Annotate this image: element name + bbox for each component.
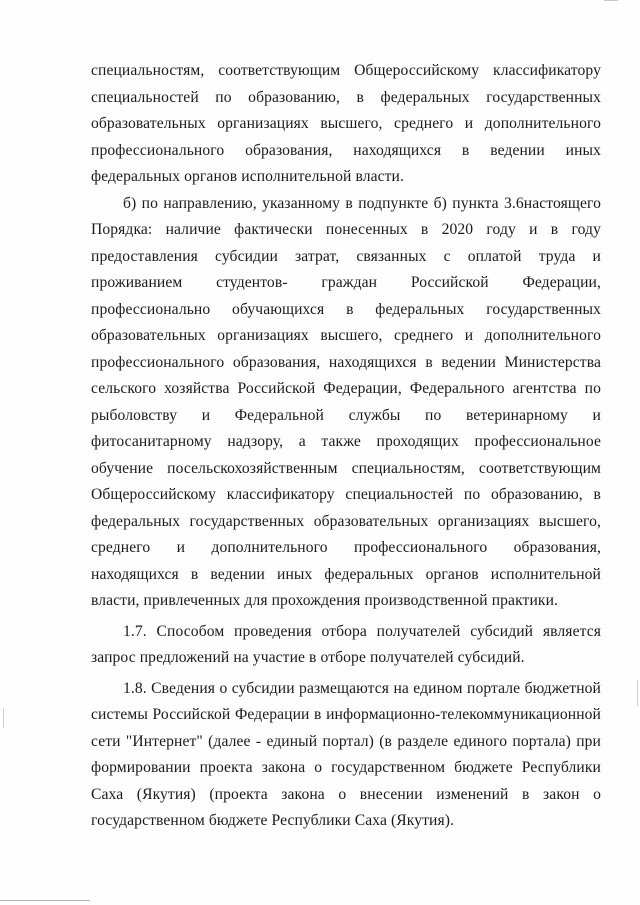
scan-artifact-top (604, 0, 618, 1)
paragraph-specialties-continuation: специальностям, соответствующим Общероссийскому классификатору специальностей по образованию, в федеральных государственных образовательных организациях высшего, среднего и дополнительного профессионального образования, находящихся в ведении иных федеральных органов исполнительной власти. (91, 62, 601, 185)
scan-artifact-left (3, 708, 4, 728)
paragraph-1-8-subsidy-info: 1.8. Сведения о субсидии размещаются на едином портале бюджетной системы Российской Федерации в информационно-телекоммуникационной сети "Интернет" (далее - единый портал) (в разделе единого портала) при формировании проекта закона о государственном бюджете Республики Саха (Якутия) (проекта закона о внесении изменений в закон о государственном бюджете Республики Саха (Якутия). (91, 679, 601, 829)
scan-artifact-right (637, 680, 638, 706)
document-body (91, 58, 601, 835)
paragraph-direction-b: б) по направлению, указанному в подпункте б) пункта 3.6настоящего Порядка: наличие фактически понесенных в 2020 году и в году предоставления субсидии затрат, связанных с оплатой труда и проживанием студентов- граждан Российской Федерации, профессионально обучающихся в федеральных государственных образовательных организациях высшего, среднего и дополнительного профессионального образования, находящихся в ведении Министерства сельского хозяйства Российской Федерации, Федерального агентства по рыболовству и Федеральной службы по ветеринарному и фитосанитарному надзору, а также проходящих профессиональное обучение посельскохозяйственным специальностям, соответствующим Общероссийскому классификатору специальностей по образованию, в федеральных государственных образовательных организациях высшего, среднего и дополнительного профессионального образования, находящихся в ведении иных федеральных органов исполнительной власти, привлеченных для прохождения производственной практики. (91, 194, 601, 609)
paragraph-1-7-selection-method: 1.7. Способом проведения отбора получателей субсидий является запрос предложений на участие в отборе получателей субсидий. (91, 622, 601, 666)
scan-artifact-bottom (0, 900, 90, 901)
